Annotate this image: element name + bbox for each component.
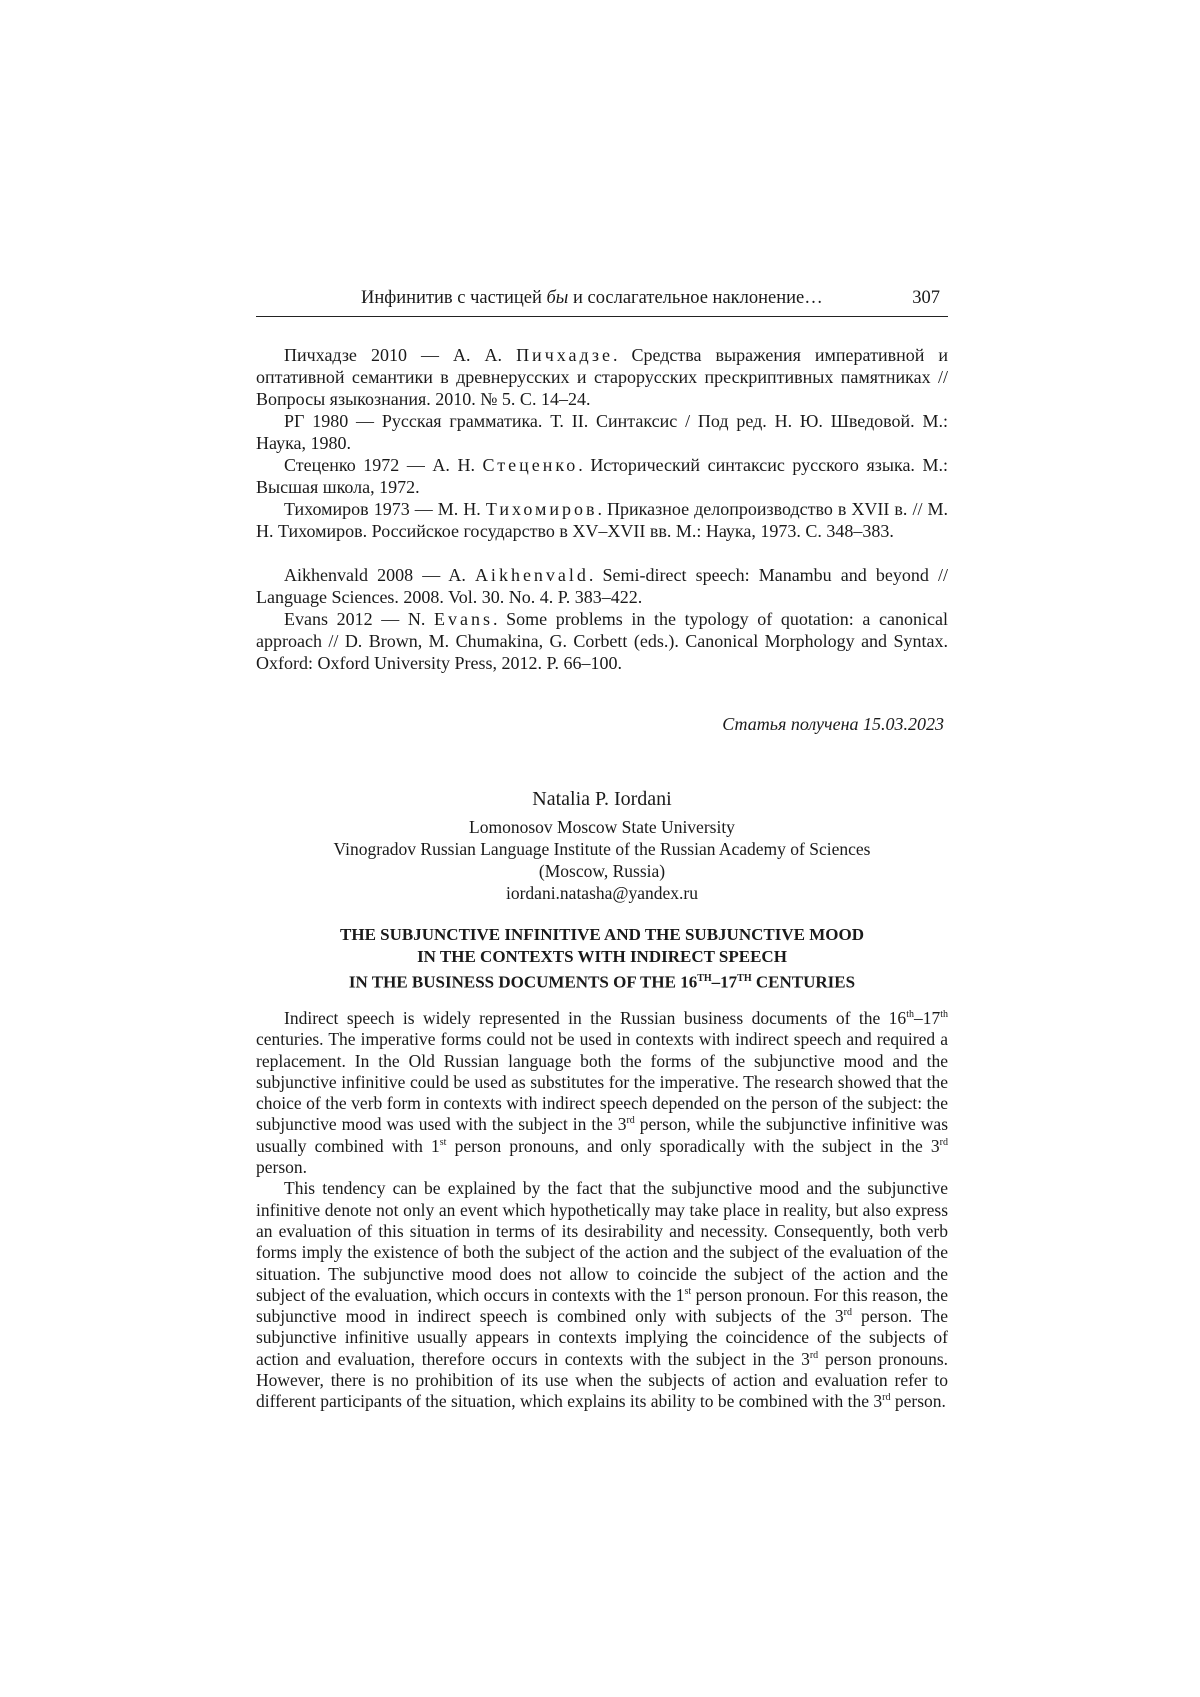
reference-item: Aikhenvald 2008 — A. Aikhenvald. Semi-direct speech: Manambu and beyond // Language Sciences. 2008. Vol. 30. No. 4. P. 383–422. xyxy=(256,565,948,607)
affiliation: Lomonosov Moscow State University xyxy=(469,817,735,837)
author-location: (Moscow, Russia) xyxy=(538,861,666,881)
abstract xyxy=(256,1008,948,1413)
abstract-paragraph: Indirect speech is widely represented in the Russian business documents of the 16th–17th centuries. The imperative forms could not be used in contexts with indirect speech and required a replacement. In the Old Russian language both the forms of the subjunctive mood and the subjunctive infinitive could be used as substitutes for the imperative. The research showed that the choice of the verb form in contexts with indirect speech depended on the person of the subject: the subjunctive mood was used with the subject in the 3rd person, while the subjunctive infinitive was usually combined with 1st person pronouns, and only sporadically with the subject in the 3rd person. xyxy=(256,1008,949,1178)
running-header xyxy=(256,286,948,317)
abstract-paragraph: This tendency can be explained by the fact that the subjunctive mood and the subjunctive infinitive denote not only an event which hypothetically may take place in reality, but also express an evaluation of this situation in terms of its desirability and necessity. Consequently, both verb forms imply the existence of both the subject of the action and the subject of the evaluation of the situation. The subjunctive mood does not allow to coincide the subject of the action and the subject of the evaluation, which occurs in contexts with the 1st person pronoun. For this reason, the subjunctive mood in indirect speech is combined only with subjects of the 3rd person. The subjunctive infinitive usually appears in contexts implying the coincidence of the subjects of action and evaluation, therefore occurs in contexts with the subject in the 3rd person pronouns. However, there is no prohibition of its use when the subjects of action and evaluation refer to different participants of the situation, which explains its ability to be combined with the 3rd person. xyxy=(256,1178,949,1412)
spacer xyxy=(256,542,948,564)
affiliation: Vinogradov Russian Language Institute of the Russian Academy of Sciences xyxy=(333,839,871,859)
reference-item: Пичхадзе 2010 — А. А. Пичхадзе. Средства выражения императивной и оптативной семантики в древнерусских и старорусских прескриптивных памятниках // Вопросы языкознания. 2010. № 5. С. 14–24. xyxy=(256,345,948,409)
article-title xyxy=(256,924,948,994)
running-title: Инфинитив с частицей бы и сослагательное наклонение… xyxy=(361,288,823,308)
title-line: IN THE BUSINESS DOCUMENTS OF THE 16TH–17TH CENTURIES xyxy=(348,972,856,992)
author-block xyxy=(256,788,948,904)
author-email: iordani.natasha@yandex.ru xyxy=(505,883,699,903)
title-line: IN THE CONTEXTS WITH INDIRECT SPEECH xyxy=(417,947,787,966)
received-date: Статья получена 15.03.2023 xyxy=(722,714,944,734)
page-number: 307 xyxy=(912,288,940,308)
reference-item: Стеценко 1972 — А. Н. Стеценко. Исторический синтаксис русского языка. М.: Высшая школа, 1972. xyxy=(256,455,948,497)
reference-item: Тихомиров 1973 — М. Н. Тихомиров. Приказное делопроизводство в XVII в. // М. Н. Тихомиров. Российское государство в XV–XVII вв. М.: Наука, 1973. С. 348–383. xyxy=(256,499,948,541)
author-name: Natalia P. Iordani xyxy=(532,788,672,810)
reference-item: Evans 2012 — N. Evans. Some problems in the typology of quotation: a canonical approach // D. Brown, M. Chumakina, G. Corbett (eds.). Canonical Morphology and Syntax. Oxford: Oxford University Press, 2012. P. 66–100. xyxy=(256,609,948,673)
references xyxy=(256,344,948,674)
title-line: THE SUBJUNCTIVE INFINITIVE AND THE SUBJUNCTIVE MOOD xyxy=(340,925,864,944)
reference-item: РГ 1980 — Русская грамматика. Т. II. Синтаксис / Под ред. Н. Ю. Шведовой. М.: Наука, 1980. xyxy=(256,411,948,453)
